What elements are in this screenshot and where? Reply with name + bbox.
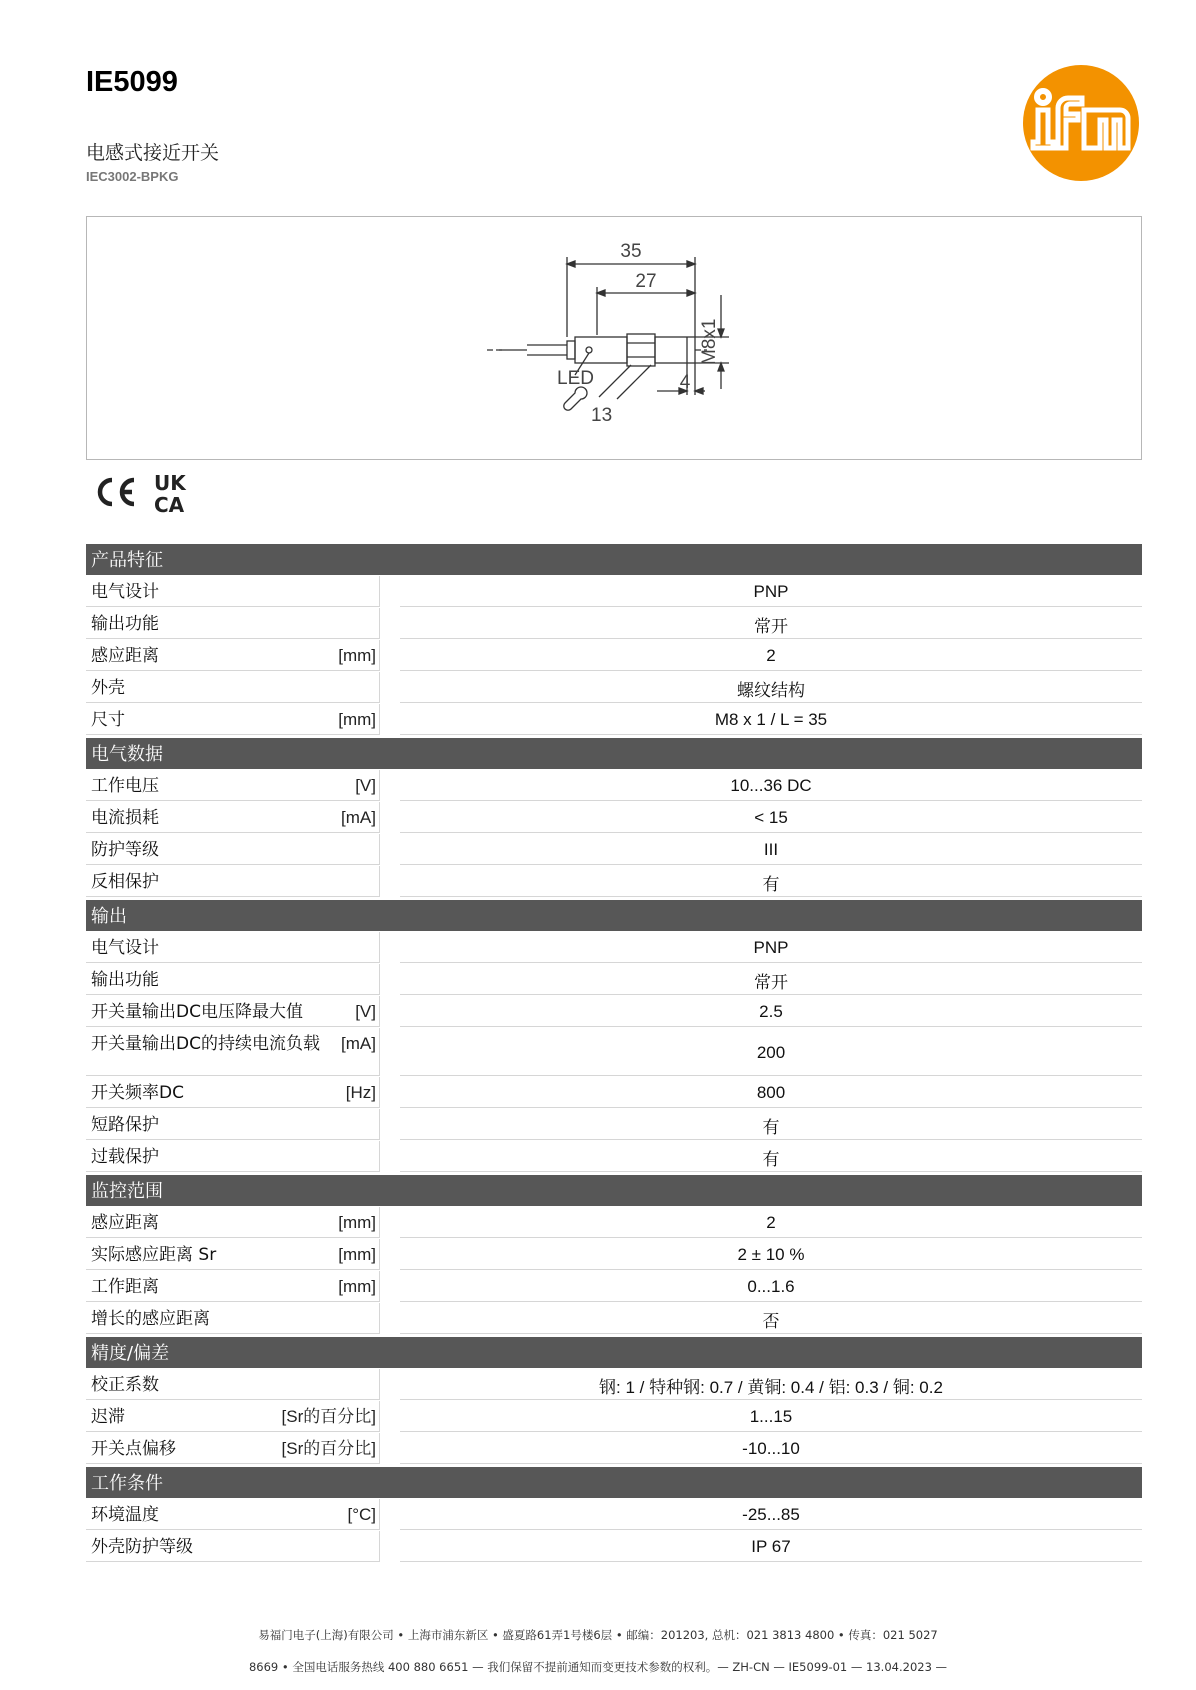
spec-unit: [mm] xyxy=(338,710,376,729)
spec-label: 环境温度 xyxy=(91,1505,159,1525)
spec-row xyxy=(86,704,1142,735)
spec-value: 有 xyxy=(400,1109,1142,1140)
spec-label: 外壳 xyxy=(91,678,125,698)
section-header: 电气数据 xyxy=(86,738,1142,769)
spec-value: 有 xyxy=(400,866,1142,897)
thread-size-label: M8x1 xyxy=(699,318,720,365)
ifm-logo xyxy=(1022,64,1140,182)
spec-label-cell xyxy=(86,834,380,865)
section-header: 精度/偏差 xyxy=(86,1337,1142,1368)
spec-label-cell xyxy=(86,1369,380,1400)
spec-value: 2 ± 10 % xyxy=(400,1239,1142,1270)
section-header: 产品特征 xyxy=(86,544,1142,575)
spec-row xyxy=(86,1141,1142,1172)
dim-thread-label: 27 xyxy=(635,271,657,292)
certification-marks xyxy=(92,470,202,514)
spec-value: 2 xyxy=(400,1207,1142,1238)
spec-label-cell xyxy=(86,576,380,607)
spec-label: 电气设计 xyxy=(91,582,159,602)
spec-label-cell xyxy=(86,1499,380,1530)
spec-value: 否 xyxy=(400,1303,1142,1334)
spec-value: < 15 xyxy=(400,802,1142,833)
spec-row xyxy=(86,1369,1142,1400)
spec-value: IP 67 xyxy=(400,1531,1142,1562)
spec-row xyxy=(86,964,1142,995)
spec-row xyxy=(86,1239,1142,1270)
spec-label-cell xyxy=(86,608,380,639)
wrench-size-label: 13 xyxy=(591,405,613,426)
spec-label: 电流损耗 xyxy=(91,808,159,828)
spec-row xyxy=(86,1109,1142,1140)
product-code: IE5099 xyxy=(86,66,178,98)
spec-label: 输出功能 xyxy=(91,970,159,990)
spec-value: 2 xyxy=(400,640,1142,671)
spec-row xyxy=(86,866,1142,897)
spec-value: 常开 xyxy=(400,608,1142,639)
footer-legal: 8669 • 全国电话服务热线 400 880 6651 — 我们保留不提前通知而变更技术参数的权利。— ZH-CN — IE5099-01 — 13.04.2023 — xyxy=(248,1660,948,1674)
spec-row xyxy=(86,932,1142,963)
led-label: LED xyxy=(557,368,594,389)
spec-value: -25...85 xyxy=(400,1499,1142,1530)
spec-label: 工作距离 xyxy=(91,1277,159,1297)
spec-label-cell xyxy=(86,932,380,963)
spec-row xyxy=(86,834,1142,865)
spec-label: 工作电压 xyxy=(91,776,159,796)
spec-label: 迟滞 xyxy=(91,1407,125,1427)
spec-value: 常开 xyxy=(400,964,1142,995)
sensor-drawing xyxy=(87,217,1140,458)
spec-label-cell xyxy=(86,802,380,833)
spec-label: 开关频率DC xyxy=(91,1083,184,1103)
spec-row xyxy=(86,1077,1142,1108)
spec-unit: [mA] xyxy=(341,1034,376,1053)
spec-row xyxy=(86,672,1142,703)
spec-row xyxy=(86,1207,1142,1238)
dim-end-label: 4 xyxy=(679,372,691,393)
spec-label: 尺寸 xyxy=(91,710,125,730)
section-header: 输出 xyxy=(86,900,1142,931)
spec-value: PNP xyxy=(400,932,1142,963)
spec-row xyxy=(86,996,1142,1027)
spec-value: -10...10 xyxy=(400,1433,1142,1464)
spec-label: 开关点偏移 xyxy=(91,1439,176,1459)
spec-value: 800 xyxy=(400,1077,1142,1108)
spec-row xyxy=(86,1271,1142,1302)
ukca-mark-bottom: CA xyxy=(154,493,185,514)
spec-label-cell xyxy=(86,1141,380,1172)
spec-label: 反相保护 xyxy=(91,872,159,892)
spec-label: 防护等级 xyxy=(91,840,159,860)
ce-mark-c xyxy=(100,480,112,504)
spec-label-cell xyxy=(86,964,380,995)
spec-label-cell xyxy=(86,1239,380,1270)
spec-value: 200 xyxy=(400,1028,1142,1076)
spec-label: 感应距离 xyxy=(91,646,159,666)
spec-label: 过载保护 xyxy=(91,1147,159,1167)
spec-label-cell xyxy=(86,1207,380,1238)
footer-address: 易福门电子(上海)有限公司 • 上海市浦东新区 • 盛夏路61弄1号楼6层 • 邮编：201203, 总机：021 3813 4800 • 传真：021 5027 xyxy=(258,1628,938,1642)
spec-unit: [mm] xyxy=(338,1213,376,1232)
spec-row xyxy=(86,1531,1142,1562)
spec-value: 2.5 xyxy=(400,996,1142,1027)
spec-row xyxy=(86,640,1142,671)
spec-label-cell xyxy=(86,996,380,1027)
spec-label: 校正系数 xyxy=(91,1375,159,1395)
dimension-drawing xyxy=(86,216,1142,460)
spec-label-cell xyxy=(86,672,380,703)
spec-unit: [V] xyxy=(355,1002,376,1021)
spec-row xyxy=(86,1401,1142,1432)
spec-value: 有 xyxy=(400,1141,1142,1172)
specification-table xyxy=(86,544,1142,1562)
spec-label-cell xyxy=(86,1109,380,1140)
section-header: 工作条件 xyxy=(86,1467,1142,1498)
spec-label: 短路保护 xyxy=(91,1115,159,1135)
spec-label-cell xyxy=(86,866,380,897)
spec-value: M8 x 1 / L = 35 xyxy=(400,704,1142,735)
spec-label: 感应距离 xyxy=(91,1213,159,1233)
spec-unit: [Hz] xyxy=(345,1083,376,1102)
spec-row xyxy=(86,770,1142,801)
dim-total-label: 35 xyxy=(620,241,642,262)
spec-label-cell xyxy=(86,704,380,735)
spec-unit: [mA] xyxy=(341,808,376,827)
spec-label: 输出功能 xyxy=(91,614,159,634)
spec-row xyxy=(86,576,1142,607)
spec-unit: [mm] xyxy=(338,646,376,665)
article-code: IEC3002-BPKG xyxy=(86,169,179,184)
spec-value: PNP xyxy=(400,576,1142,607)
spec-label-cell xyxy=(86,640,380,671)
spec-row xyxy=(86,802,1142,833)
spec-label: 增长的感应距离 xyxy=(91,1309,210,1329)
spec-value: 0...1.6 xyxy=(400,1271,1142,1302)
spec-label-cell xyxy=(86,770,380,801)
spec-label-cell xyxy=(86,1401,380,1432)
spec-row xyxy=(86,1433,1142,1464)
spec-label-cell xyxy=(86,1303,380,1334)
spec-row xyxy=(86,1499,1142,1530)
spec-unit: [°C] xyxy=(347,1505,376,1524)
ce-mark-e xyxy=(120,480,134,504)
spec-unit: [Sr的百分比] xyxy=(281,1407,376,1426)
spec-label-cell xyxy=(86,1271,380,1302)
spec-unit: [mm] xyxy=(338,1245,376,1264)
spec-label: 电气设计 xyxy=(91,938,159,958)
section-header: 监控范围 xyxy=(86,1175,1142,1206)
spec-label-cell xyxy=(86,1531,380,1562)
spec-unit: [Sr的百分比] xyxy=(281,1439,376,1458)
spec-value: 10...36 DC xyxy=(400,770,1142,801)
spec-label-cell xyxy=(86,1077,380,1108)
spec-value: 1...15 xyxy=(400,1401,1142,1432)
spec-row xyxy=(86,1303,1142,1334)
spec-value: 螺纹结构 xyxy=(400,672,1142,703)
spec-label-cell xyxy=(86,1433,380,1464)
spec-label: 外壳防护等级 xyxy=(91,1537,193,1557)
spec-label: 实际感应距离 Sr xyxy=(91,1245,217,1265)
ukca-mark-top: UK xyxy=(154,471,186,495)
spec-value: 钢: 1 / 特种钢: 0.7 / 黄铜: 0.4 / 铝: 0.3 / 铜: 0.2 xyxy=(400,1369,1142,1400)
product-name: 电感式接近开关 xyxy=(86,142,220,164)
spec-value: III xyxy=(400,834,1142,865)
spec-label: 开关量输出DC的持续电流负载 xyxy=(91,1034,320,1054)
spec-row xyxy=(86,1028,1142,1076)
spec-label-cell xyxy=(86,1028,380,1076)
spec-label: 开关量输出DC电压降最大值 xyxy=(91,1002,303,1022)
spec-unit: [mm] xyxy=(338,1277,376,1296)
spec-row xyxy=(86,608,1142,639)
spec-unit: [V] xyxy=(355,776,376,795)
